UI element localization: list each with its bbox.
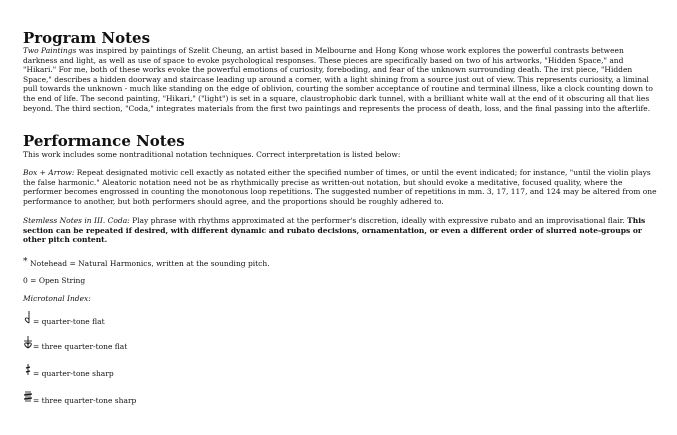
harmonic-notehead-symbol: * xyxy=(23,257,28,267)
quarter-tone-sharp-icon xyxy=(23,363,33,377)
accidental-row xyxy=(23,363,114,379)
box-arrow-label: Box + Arrow: xyxy=(23,168,75,177)
accidental-row xyxy=(23,336,127,352)
quarter-tone-flat-icon xyxy=(23,311,33,325)
open-string-row xyxy=(23,276,85,286)
harmonic-notehead-text: Notehead = Natural Harmonics, written at the sounding pitch. xyxy=(30,259,270,268)
accidental-row xyxy=(23,390,136,406)
open-string-text: 0 = Open String xyxy=(23,276,86,285)
stemless-notes-paragraph xyxy=(23,216,658,245)
accidental-label: = quarter-tone flat xyxy=(33,317,105,326)
box-arrow-text: Repeat designated motivic cell exactly as notated either the specified number of times, or until the event indicated; for instance, "until the violin plays the false harmonic." Aleatoric notation need not be as rhythmically precise as written-out notation, but should evoke a meditative, focused quality, where the performer becomes engrossed in counting the monotonous loop repetitions. The suggested number of repetitions in mm. 3, 17, 117, and 124 may be altered from one performance to another, but both performers should agree, and the proportions should be roughly adhered to. xyxy=(23,168,657,206)
accidental-label: = three quarter-tone flat xyxy=(33,342,128,351)
accidental-label: = three quarter-tone sharp xyxy=(33,396,137,405)
program-notes-paragraph xyxy=(23,46,658,113)
microtonal-index-row xyxy=(23,294,91,304)
work-title: Two Paintings xyxy=(23,46,77,55)
accidental-label: = quarter-tone sharp xyxy=(33,369,114,378)
microtonal-index-label: Microtonal Index: xyxy=(23,294,91,303)
accidental-row xyxy=(23,311,105,327)
performance-notes-heading: Performance Notes xyxy=(23,132,185,150)
stemless-notes-bold-text: This section can be repeated if desired, with different dynamic and rubato decisions, ornamentation, or even a different order of slurred note-groups or other pitch content. xyxy=(23,216,646,245)
program-notes-heading: Program Notes xyxy=(23,29,151,47)
stemless-notes-label: Stemless Notes in III. Coda: xyxy=(23,216,130,225)
three-quarter-tone-flat-icon xyxy=(23,336,33,350)
box-arrow-paragraph xyxy=(23,168,658,206)
harmonic-notehead-row xyxy=(23,259,270,269)
performance-notes-intro: This work includes some nontraditional notation techniques. Correct interpretation is listed below: xyxy=(23,150,401,159)
program-notes-text: was inspired by paintings of Szelit Cheung, an artist based in Melbourne and Hong Kong whose work explores the powerful contrasts between darkness and light, as well as use of space to evoke psychological responses. These pieces are specifically based on two of his artworks, "Hidden Space," and "Hikari." For me, both of these works evoke the powerful emotions of curiosity, foreboding, and fear of the unknown surrounding death. The irst piece, "Hidden Space," describes a hidden doorway and staircase leading up around a corner, with a light shining from a source just out of view. This represents curiosity, a liminal pull towards the unknown - much like standing on the edge of oblivion, courting the somber acceptance of routine and terminal illness, like a clock counting down to the end of life. The second painting, "Hikari," ("light") is set in a square, claustrophobic dark tunnel, with a brilliant white wall at the end of it obscuring all that lies beyond. The third section, "Coda," integrates materials from the first two paintings and represents the process of death, loss, and the final passing into the afterlife. xyxy=(23,46,653,113)
three-quarter-tone-sharp-icon xyxy=(23,390,33,404)
stemless-notes-text: Play phrase with rhythms approximated at the performer's discretion, ideally with expressive rubato and an improvisational flair. xyxy=(129,216,628,225)
